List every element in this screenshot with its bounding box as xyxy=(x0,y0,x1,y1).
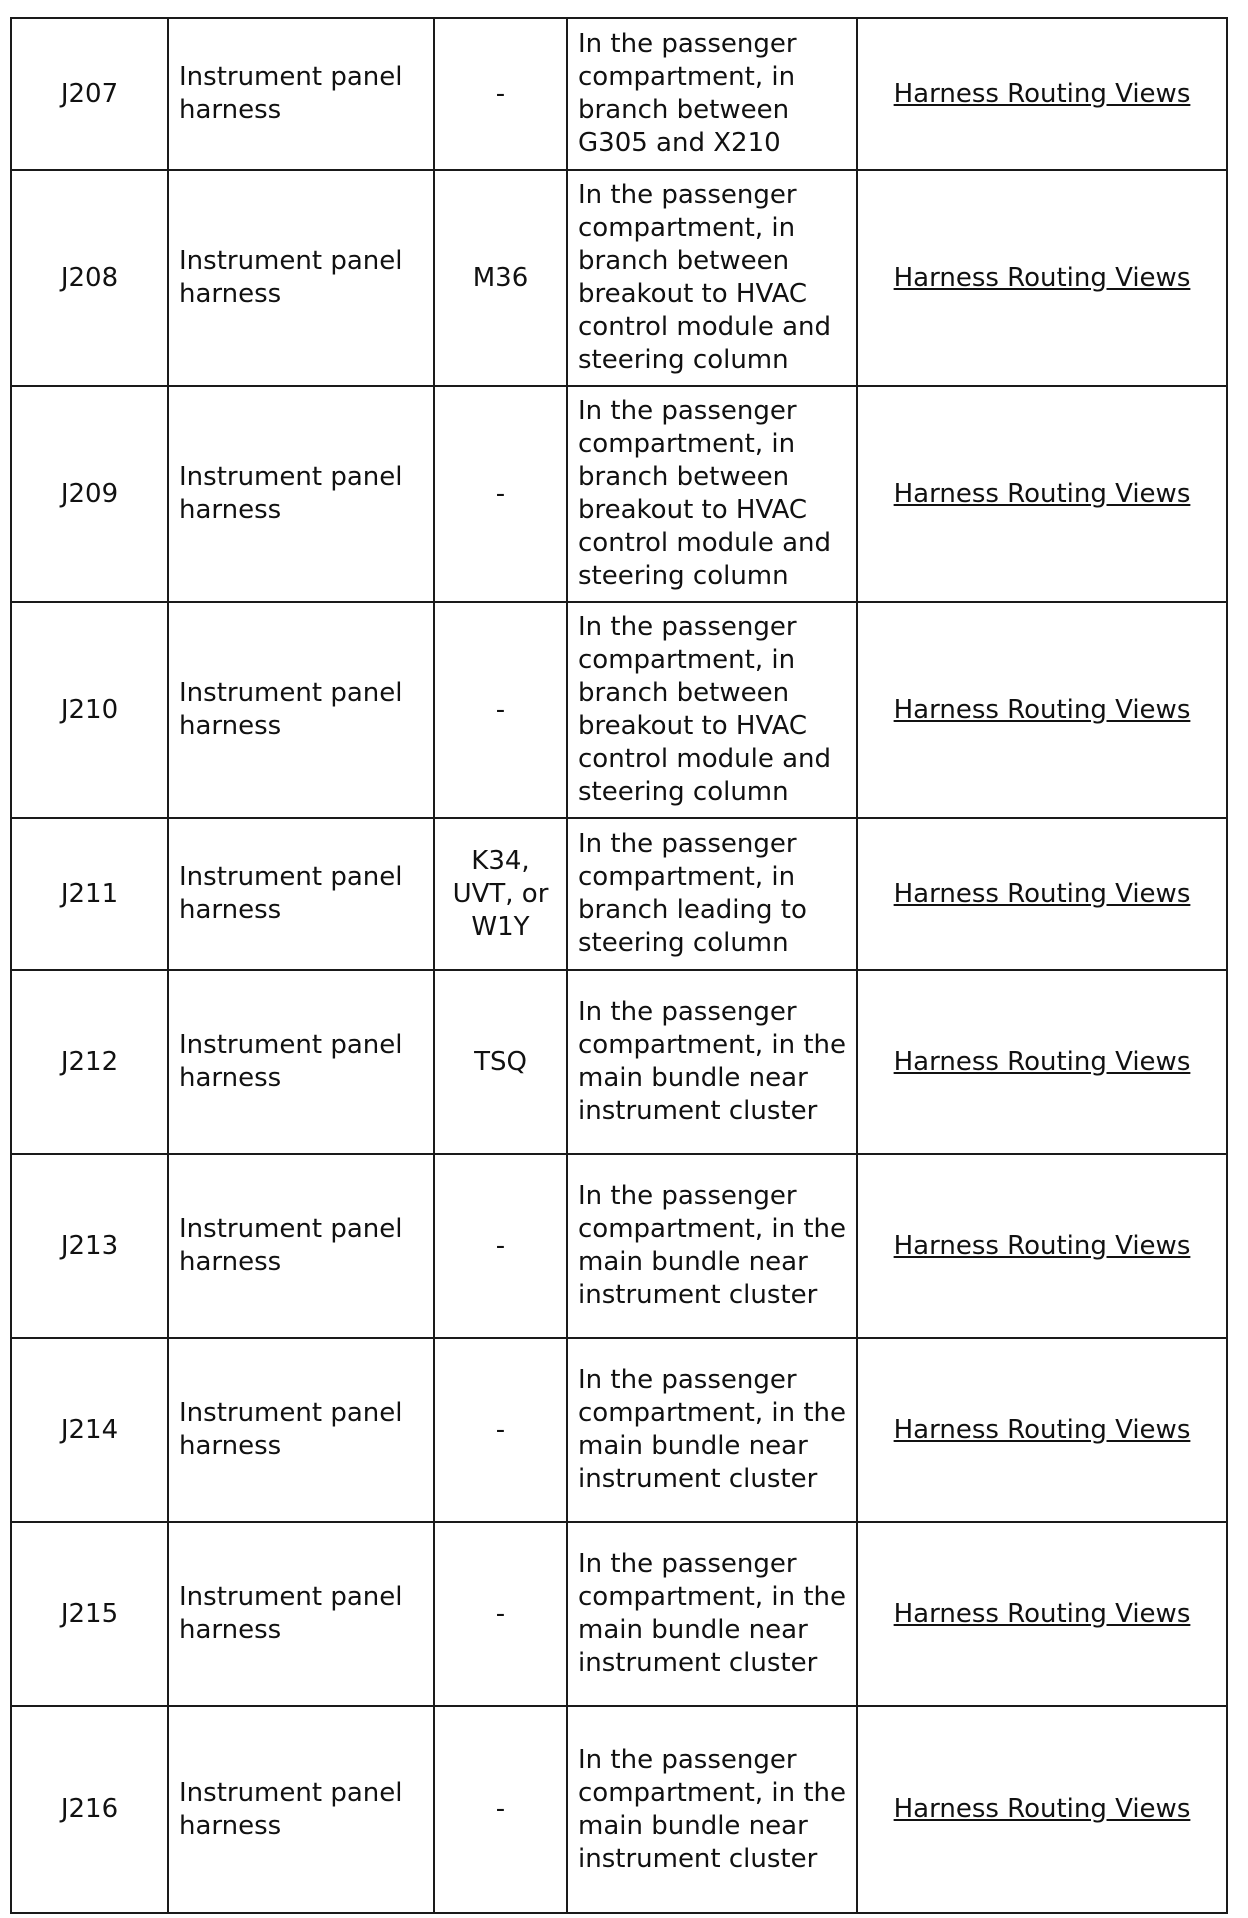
link-cell xyxy=(857,1706,1227,1913)
link-cell xyxy=(857,18,1227,170)
harness-cell: Instrument panel harness xyxy=(168,1154,434,1338)
option-cell: K34, UVT, or W1Y xyxy=(434,818,567,970)
harness-cell: Instrument panel harness xyxy=(168,1522,434,1706)
harness-cell: Instrument panel harness xyxy=(168,818,434,970)
link-cell xyxy=(857,1154,1227,1338)
option-cell: - xyxy=(434,1338,567,1522)
option-cell: - xyxy=(434,386,567,602)
harness-cell: Instrument panel harness xyxy=(168,602,434,818)
harness-cell: Instrument panel harness xyxy=(168,1338,434,1522)
table-row xyxy=(11,1522,1227,1706)
table-row xyxy=(11,818,1227,970)
table-row xyxy=(11,18,1227,170)
link-cell xyxy=(857,602,1227,818)
harness-routing-views-link[interactable]: Harness Routing Views xyxy=(893,694,1191,725)
splice-id-cell: J208 xyxy=(11,170,168,386)
option-cell: - xyxy=(434,1706,567,1913)
table-row xyxy=(11,1338,1227,1522)
link-cell xyxy=(857,1338,1227,1522)
splice-id-cell: J207 xyxy=(11,18,168,170)
harness-routing-views-link[interactable]: Harness Routing Views xyxy=(893,1230,1191,1261)
option-cell: - xyxy=(434,602,567,818)
splice-id-cell: J216 xyxy=(11,1706,168,1913)
location-cell: In the passenger compartment, in the main bundle near instrument cluster xyxy=(567,1154,857,1338)
location-cell: In the passenger compartment, in the main bundle near instrument cluster xyxy=(567,1522,857,1706)
location-cell: In the passenger compartment, in branch between breakout to HVAC control module and steering column xyxy=(567,602,857,818)
splice-id-cell: J212 xyxy=(11,970,168,1154)
harness-routing-views-link[interactable]: Harness Routing Views xyxy=(893,262,1191,293)
harness-routing-views-link[interactable]: Harness Routing Views xyxy=(893,78,1191,109)
splice-id-cell: J209 xyxy=(11,386,168,602)
harness-cell: Instrument panel harness xyxy=(168,970,434,1154)
link-cell xyxy=(857,818,1227,970)
splice-id-cell: J214 xyxy=(11,1338,168,1522)
splice-location-table xyxy=(10,17,1228,1914)
location-cell: In the passenger compartment, in branch leading to steering column xyxy=(567,818,857,970)
splice-id-cell: J213 xyxy=(11,1154,168,1338)
harness-routing-views-link[interactable]: Harness Routing Views xyxy=(893,1046,1191,1077)
option-cell: - xyxy=(434,1154,567,1338)
link-cell xyxy=(857,170,1227,386)
option-cell: M36 xyxy=(434,170,567,386)
harness-cell: Instrument panel harness xyxy=(168,386,434,602)
harness-routing-views-link[interactable]: Harness Routing Views xyxy=(893,1414,1191,1445)
table-row xyxy=(11,170,1227,386)
splice-id-cell: J215 xyxy=(11,1522,168,1706)
splice-id-cell: J211 xyxy=(11,818,168,970)
location-cell: In the passenger compartment, in the main bundle near instrument cluster xyxy=(567,970,857,1154)
link-cell xyxy=(857,1522,1227,1706)
harness-routing-views-link[interactable]: Harness Routing Views xyxy=(893,1794,1191,1824)
link-cell xyxy=(857,386,1227,602)
location-cell: In the passenger compartment, in branch between breakout to HVAC control module and steering column xyxy=(567,170,857,386)
harness-routing-views-link[interactable]: Harness Routing Views xyxy=(893,1598,1191,1629)
table-row xyxy=(11,970,1227,1154)
harness-cell: Instrument panel harness xyxy=(168,170,434,386)
table-row xyxy=(11,1154,1227,1338)
table-row xyxy=(11,602,1227,818)
location-cell: In the passenger compartment, in the main bundle near instrument cluster xyxy=(567,1706,857,1913)
harness-routing-views-link[interactable]: Harness Routing Views xyxy=(893,478,1191,509)
location-cell: In the passenger compartment, in the main bundle near instrument cluster xyxy=(567,1338,857,1522)
option-cell: - xyxy=(434,18,567,170)
table-row xyxy=(11,386,1227,602)
option-cell: TSQ xyxy=(434,970,567,1154)
harness-cell: Instrument panel harness xyxy=(168,1706,434,1913)
harness-cell: Instrument panel harness xyxy=(168,18,434,170)
option-cell: - xyxy=(434,1522,567,1706)
location-cell: In the passenger compartment, in branch between breakout to HVAC control module and steering column xyxy=(567,386,857,602)
link-cell xyxy=(857,970,1227,1154)
splice-id-cell: J210 xyxy=(11,602,168,818)
location-cell: In the passenger compartment, in branch between G305 and X210 xyxy=(567,18,857,170)
harness-routing-views-link[interactable]: Harness Routing Views xyxy=(893,878,1191,909)
table-row xyxy=(11,1706,1227,1913)
